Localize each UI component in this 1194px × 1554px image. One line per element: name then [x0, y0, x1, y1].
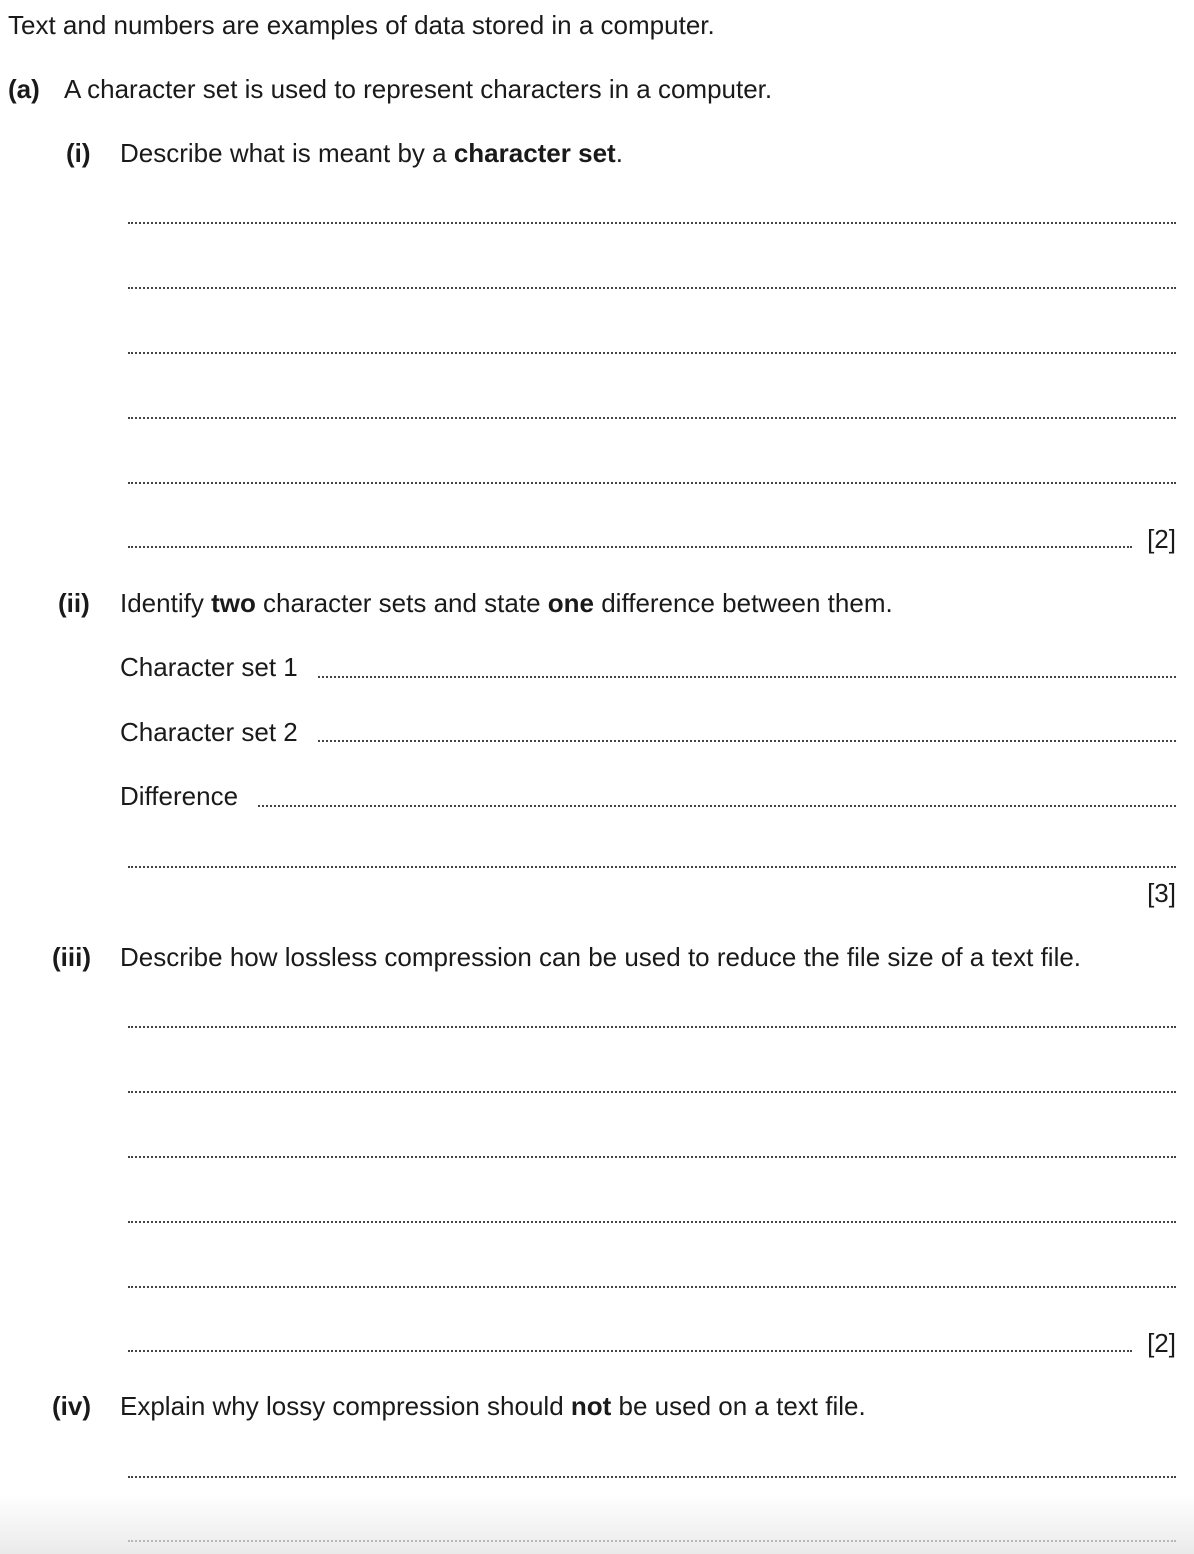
answer-line-iv-1[interactable]: [128, 1476, 1176, 1478]
question-ii-label: (ii): [58, 588, 90, 618]
character-set-2-answer-line[interactable]: [318, 740, 1176, 742]
answer-line-iii-2[interactable]: [128, 1091, 1176, 1093]
question-iv-label: (iv): [52, 1391, 91, 1421]
answer-line-i-4[interactable]: [128, 417, 1176, 419]
marks-ii: [3]: [1147, 878, 1176, 908]
answer-line-iii-1[interactable]: [128, 1026, 1176, 1028]
answer-line-i-5[interactable]: [128, 482, 1176, 484]
answer-line-i-2[interactable]: [128, 287, 1176, 289]
question-ii-emphasis: two: [211, 588, 256, 618]
answer-line-i-1[interactable]: [128, 222, 1176, 224]
question-i-text-part: Describe what is meant by a: [120, 138, 454, 168]
character-set-2-label: Character set 2: [120, 717, 298, 747]
answer-line-iii-6[interactable]: [128, 1350, 1132, 1352]
answer-line-i-3[interactable]: [128, 352, 1176, 354]
marks-iii: [2]: [1147, 1328, 1176, 1358]
character-set-1-label: Character set 1: [120, 652, 298, 682]
question-iv-text-part: be used on a text file.: [611, 1391, 866, 1421]
question-iii-text: Describe how lossless compression can be used to reduce the file size of a text file.: [120, 942, 1082, 972]
part-a-stem: A character set is used to represent characters in a computer.: [64, 74, 773, 104]
page-bottom-shadow: [0, 1494, 1194, 1554]
question-ii-text-part: Identify: [120, 588, 212, 618]
question-i-keyterm: character set: [453, 138, 616, 168]
question-ii-text-part: difference between them.: [594, 588, 893, 618]
question-iii-label: (iii): [52, 942, 91, 972]
intro-text: Text and numbers are examples of data stored in a computer.: [8, 10, 715, 40]
character-set-1-answer-line[interactable]: [318, 676, 1176, 678]
difference-answer-line-2[interactable]: [128, 866, 1176, 868]
question-i-text: [120, 138, 623, 168]
question-iv-text-part: Explain why lossy compression should: [120, 1391, 571, 1421]
part-a-label: (a): [8, 74, 40, 104]
question-iv-emphasis: not: [570, 1391, 612, 1421]
difference-label: Difference: [120, 781, 239, 811]
answer-line-iii-4[interactable]: [128, 1221, 1176, 1223]
marks-i: [2]: [1147, 524, 1176, 554]
answer-line-iii-3[interactable]: [128, 1156, 1176, 1158]
difference-answer-line[interactable]: [258, 805, 1176, 807]
question-i-label: (i): [66, 138, 91, 168]
question-ii-text-part: character sets and state: [255, 588, 548, 618]
question-ii-emphasis: one: [547, 588, 594, 618]
answer-line-i-6[interactable]: [128, 546, 1132, 548]
answer-line-iii-5[interactable]: [128, 1286, 1176, 1288]
question-ii-text: [120, 588, 893, 618]
question-iv-text: [120, 1391, 866, 1421]
question-i-text-end: .: [615, 138, 623, 168]
